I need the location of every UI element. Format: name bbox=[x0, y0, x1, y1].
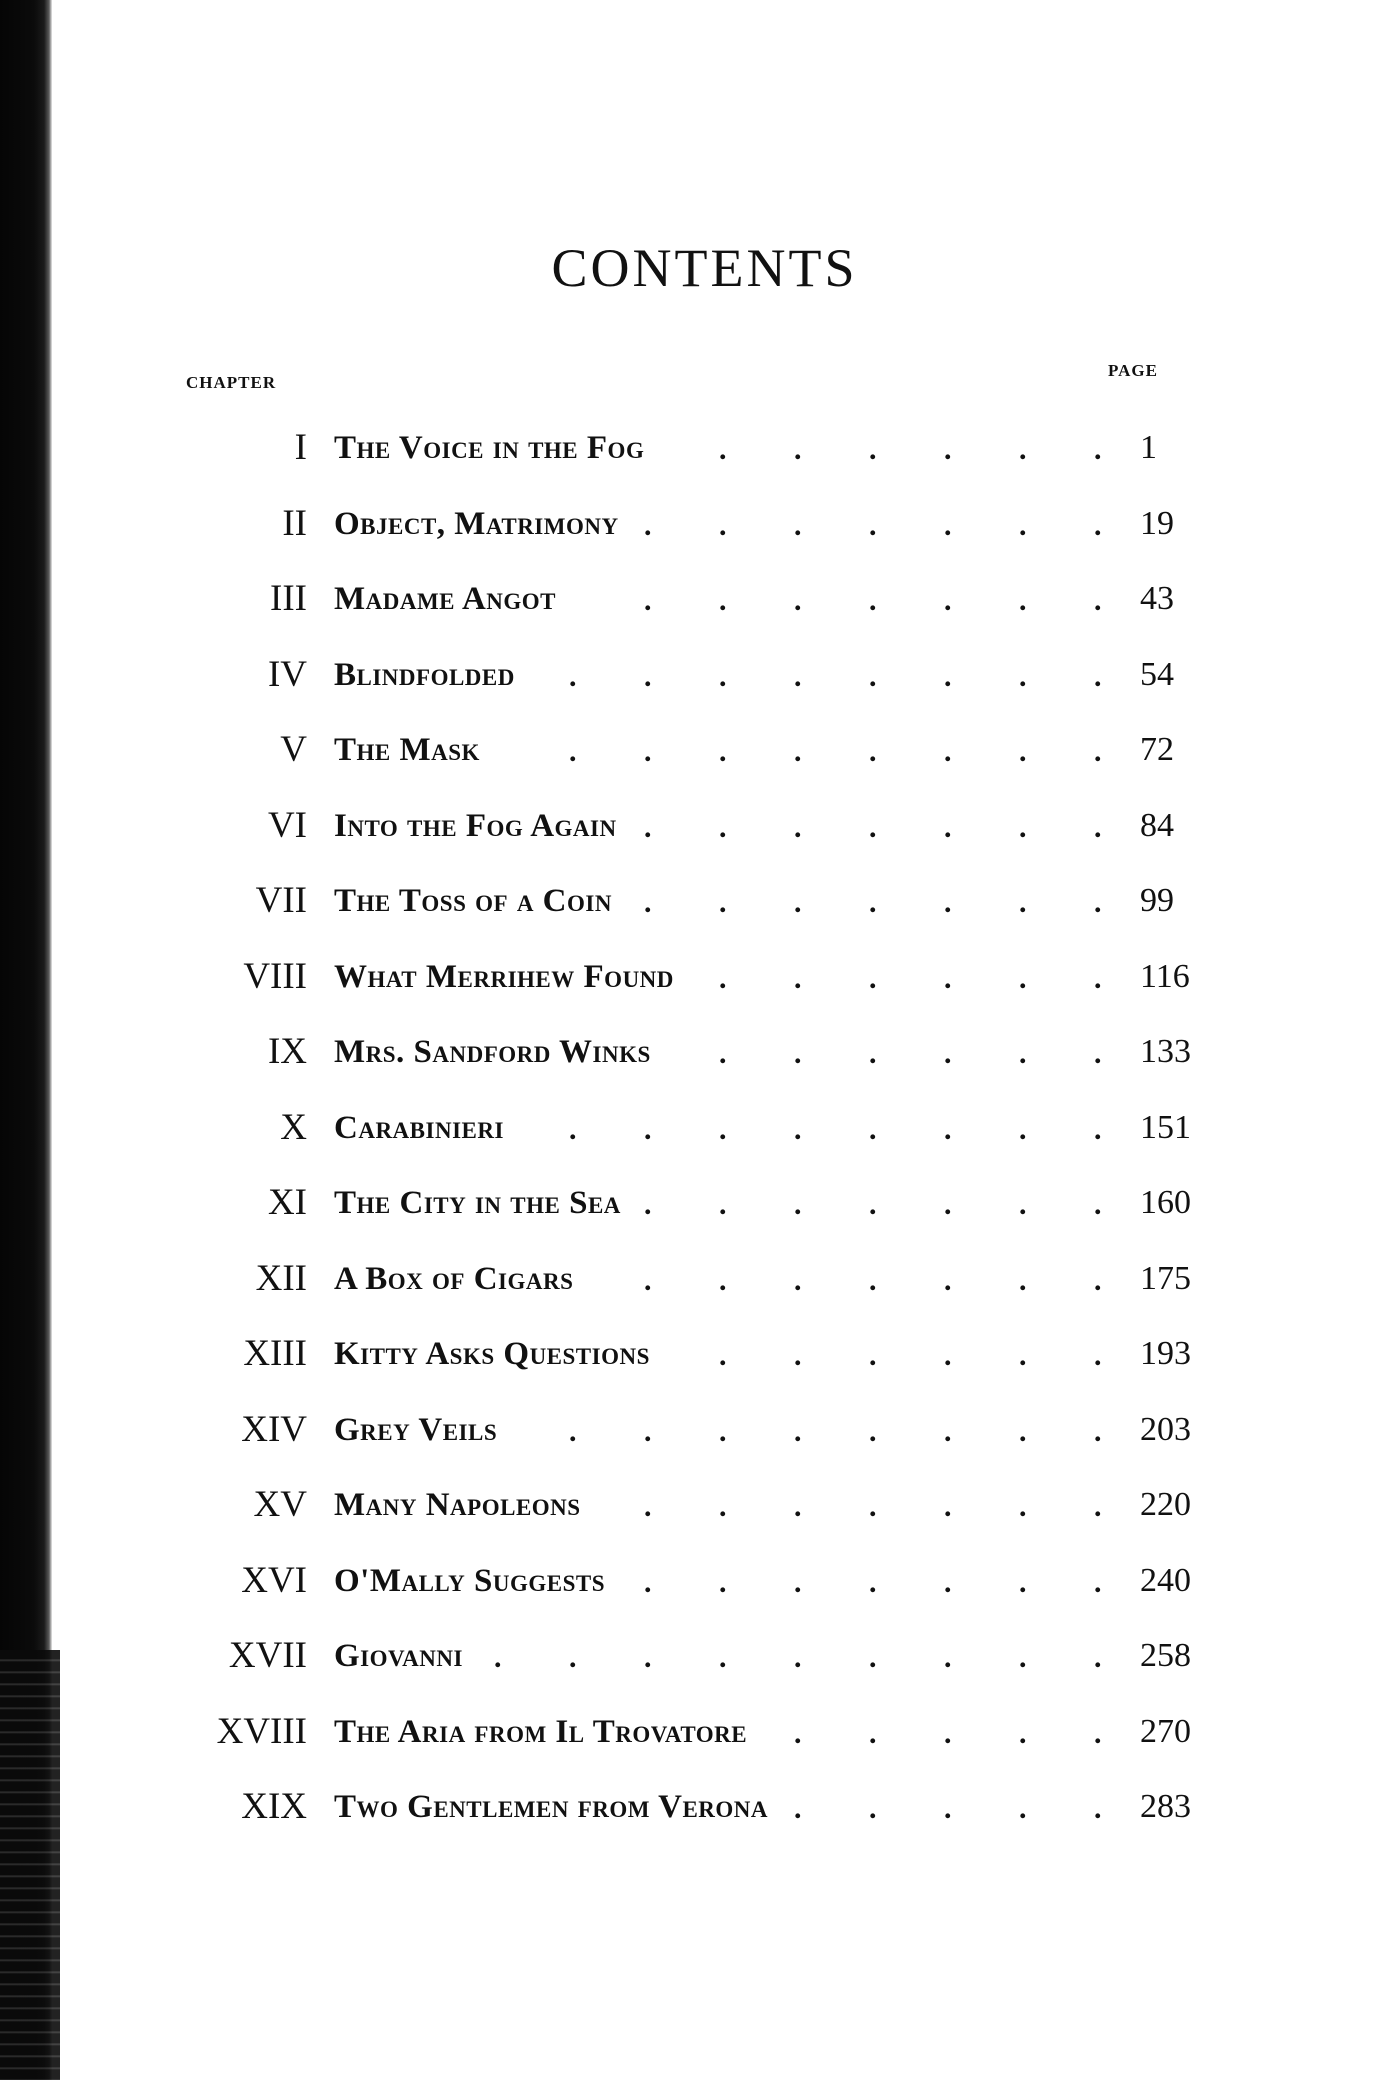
chapter-numeral: XIX bbox=[241, 1786, 307, 1827]
dot-leader: . bbox=[719, 1112, 727, 1146]
chapter-page-number: 258 bbox=[1140, 1637, 1191, 1674]
toc-row bbox=[0, 949, 1379, 1005]
dot-leader: . bbox=[719, 1339, 727, 1372]
dot-leader: . bbox=[719, 1037, 727, 1070]
dot-leader: . bbox=[1019, 1188, 1027, 1221]
chapter-title: Madame Angot bbox=[334, 581, 557, 617]
dot-leader: . bbox=[794, 1037, 802, 1070]
dot-leader: . bbox=[944, 433, 952, 466]
dot-leader: . bbox=[869, 886, 877, 919]
dot-leader: . bbox=[719, 1414, 727, 1448]
toc-row bbox=[0, 1100, 1379, 1156]
dot-leader: . bbox=[1094, 1188, 1102, 1221]
dot-leader: . bbox=[944, 1490, 952, 1523]
dot-leader: . bbox=[944, 735, 952, 768]
dot-leader: . bbox=[869, 433, 877, 466]
chapter-numeral: XVIII bbox=[216, 1710, 307, 1752]
toc-row bbox=[0, 1326, 1379, 1382]
dot-leader: . bbox=[1019, 1641, 1027, 1674]
toc-row bbox=[0, 1402, 1379, 1458]
chapter-page-number: 133 bbox=[1140, 1033, 1191, 1070]
toc-row bbox=[0, 1024, 1379, 1080]
dot-leader: . bbox=[644, 886, 652, 919]
chapter-title: Mrs. Sandford Winks bbox=[334, 1034, 651, 1070]
chapter-page-number: 43 bbox=[1140, 580, 1174, 617]
toc-row bbox=[0, 647, 1379, 703]
dot-leader: . bbox=[944, 1565, 952, 1599]
dot-leader: . bbox=[644, 1565, 652, 1599]
dot-leader: . bbox=[944, 1112, 952, 1146]
chapter-numeral: XVI bbox=[241, 1559, 307, 1601]
chapter-page-number: 72 bbox=[1140, 731, 1174, 768]
chapter-numeral: XII bbox=[255, 1257, 307, 1299]
chapter-numeral: XIII bbox=[243, 1333, 307, 1374]
dot-leader: . bbox=[569, 1641, 577, 1674]
dot-leader: . bbox=[1019, 886, 1027, 919]
dot-leader: . bbox=[794, 1565, 802, 1599]
dot-leader: . bbox=[569, 735, 577, 768]
dot-leader: . bbox=[944, 810, 952, 844]
dot-leader: . bbox=[1019, 433, 1027, 466]
dot-leader: . bbox=[794, 1641, 802, 1674]
dot-leader: . bbox=[569, 1112, 577, 1146]
dot-leader: . bbox=[794, 659, 802, 693]
dot-leader: . bbox=[1019, 810, 1027, 844]
dot-leader: . bbox=[944, 1339, 952, 1372]
chapter-numeral: XIV bbox=[241, 1408, 307, 1450]
dot-leader: . bbox=[644, 1263, 652, 1297]
dot-leader: . bbox=[794, 1339, 802, 1372]
dot-leader: . bbox=[944, 1037, 952, 1070]
dot-leader: . bbox=[794, 1263, 802, 1297]
chapter-title: What Merrihew Found bbox=[334, 958, 674, 995]
chapter-title: The Mask bbox=[334, 732, 480, 768]
dot-leader: . bbox=[1019, 1716, 1027, 1750]
dot-leader: . bbox=[1094, 508, 1102, 542]
chapter-numeral: XI bbox=[267, 1182, 307, 1223]
dot-leader: . bbox=[1019, 659, 1027, 693]
chapter-numeral: IX bbox=[267, 1031, 307, 1072]
dot-leader: . bbox=[1094, 1414, 1102, 1448]
dot-leader: . bbox=[719, 886, 727, 919]
dot-leader: . bbox=[1019, 1565, 1027, 1599]
dot-leader: . bbox=[1094, 1641, 1102, 1674]
chapter-numeral: VIII bbox=[243, 955, 307, 997]
dot-leader: . bbox=[794, 886, 802, 919]
dot-leader: . bbox=[1094, 1792, 1102, 1825]
chapter-title: Giovanni bbox=[334, 1638, 463, 1674]
chapter-title: Blindfolded bbox=[334, 656, 515, 693]
toc-row bbox=[0, 571, 1379, 627]
chapter-page-number: 175 bbox=[1140, 1259, 1191, 1297]
chapter-numeral: IV bbox=[267, 653, 307, 695]
dot-leader: . bbox=[794, 810, 802, 844]
dot-leader: . bbox=[644, 810, 652, 844]
dot-leader: . bbox=[869, 1263, 877, 1297]
dot-leader: . bbox=[719, 1188, 727, 1221]
dot-leader: . bbox=[719, 659, 727, 693]
chapter-numeral: V bbox=[280, 729, 307, 770]
dot-leader: . bbox=[944, 1414, 952, 1448]
dot-leader: . bbox=[944, 1263, 952, 1297]
dot-leader: . bbox=[944, 1716, 952, 1750]
chapter-title: Two Gentlemen from Verona bbox=[334, 1789, 769, 1825]
dot-leader: . bbox=[644, 1188, 652, 1221]
dot-leader: . bbox=[644, 1490, 652, 1523]
dot-leader: . bbox=[869, 508, 877, 542]
chapter-page-number: 240 bbox=[1140, 1561, 1191, 1599]
chapter-numeral: I bbox=[294, 427, 307, 468]
dot-leader: . bbox=[944, 961, 952, 995]
page-title: CONTENTS bbox=[551, 238, 858, 298]
dot-leader: . bbox=[644, 584, 652, 617]
dot-leader: . bbox=[1019, 1037, 1027, 1070]
toc-row bbox=[0, 798, 1379, 854]
chapter-numeral: III bbox=[270, 578, 307, 619]
chapter-page-number: 116 bbox=[1140, 957, 1190, 995]
dot-leader: . bbox=[1094, 1490, 1102, 1523]
dot-leader: . bbox=[869, 1037, 877, 1070]
dot-leader: . bbox=[719, 508, 727, 542]
dot-leader: . bbox=[869, 1188, 877, 1221]
dot-leader: . bbox=[719, 1565, 727, 1599]
chapter-page-number: 99 bbox=[1140, 882, 1174, 919]
toc-row bbox=[0, 1704, 1379, 1760]
dot-leader: . bbox=[569, 1414, 577, 1448]
dot-leader: . bbox=[869, 1414, 877, 1448]
chapter-page-number: 19 bbox=[1140, 504, 1174, 542]
dot-leader: . bbox=[1019, 961, 1027, 995]
chapter-numeral: VI bbox=[267, 804, 307, 846]
dot-leader: . bbox=[1019, 1414, 1027, 1448]
dot-leader: . bbox=[644, 735, 652, 768]
dot-leader: . bbox=[1019, 1263, 1027, 1297]
dot-leader: . bbox=[1094, 1565, 1102, 1599]
dot-leader: . bbox=[794, 433, 802, 466]
dot-leader: . bbox=[719, 433, 727, 466]
dot-leader: . bbox=[719, 1490, 727, 1523]
dot-leader: . bbox=[944, 1792, 952, 1825]
dot-leader: . bbox=[1094, 659, 1102, 693]
dot-leader: . bbox=[869, 659, 877, 693]
dot-leader: . bbox=[869, 584, 877, 617]
chapter-page-number: 151 bbox=[1140, 1108, 1191, 1146]
chapter-page-number: 54 bbox=[1140, 655, 1174, 693]
chapter-numeral: II bbox=[282, 502, 307, 544]
dot-leader: . bbox=[794, 584, 802, 617]
dot-leader: . bbox=[794, 961, 802, 995]
toc-row bbox=[0, 1553, 1379, 1609]
dot-leader: . bbox=[719, 1263, 727, 1297]
dot-leader: . bbox=[644, 1641, 652, 1674]
dot-leader: . bbox=[494, 1641, 502, 1674]
chapter-page-number: 270 bbox=[1140, 1712, 1191, 1750]
chapter-page-number: 220 bbox=[1140, 1486, 1191, 1523]
chapter-numeral: X bbox=[280, 1106, 307, 1148]
toc-row bbox=[0, 1251, 1379, 1307]
dot-leader: . bbox=[869, 810, 877, 844]
dot-leader: . bbox=[719, 961, 727, 995]
dot-leader: . bbox=[944, 886, 952, 919]
dot-leader: . bbox=[794, 735, 802, 768]
chapter-title: Carabinieri bbox=[334, 1109, 504, 1146]
chapter-page-number: 84 bbox=[1140, 806, 1174, 844]
chapter-title: Many Napoleons bbox=[334, 1487, 581, 1523]
chapter-title: The Voice in the Fog bbox=[334, 430, 645, 466]
toc-row bbox=[0, 496, 1379, 552]
dot-leader: . bbox=[794, 1490, 802, 1523]
chapter-title: The City in the Sea bbox=[334, 1185, 621, 1221]
dot-leader: . bbox=[869, 1716, 877, 1750]
dot-leader: . bbox=[869, 961, 877, 995]
dot-leader: . bbox=[869, 1339, 877, 1372]
chapter-page-number: 1 bbox=[1140, 429, 1157, 466]
chapter-column-header: CHAPTER bbox=[186, 373, 277, 392]
dot-leader: . bbox=[1094, 1716, 1102, 1750]
chapter-page-number: 203 bbox=[1140, 1410, 1191, 1448]
dot-leader: . bbox=[944, 508, 952, 542]
dot-leader: . bbox=[869, 1112, 877, 1146]
dot-leader: . bbox=[794, 1112, 802, 1146]
dot-leader: . bbox=[1019, 1792, 1027, 1825]
dot-leader: . bbox=[794, 1792, 802, 1825]
dot-leader: . bbox=[869, 1565, 877, 1599]
dot-leader: . bbox=[869, 1641, 877, 1674]
dot-leader: . bbox=[1094, 1037, 1102, 1070]
dot-leader: . bbox=[644, 1414, 652, 1448]
toc-row bbox=[0, 1477, 1379, 1533]
dot-leader: . bbox=[719, 584, 727, 617]
chapter-title: The Aria from Il Trovatore bbox=[334, 1713, 748, 1750]
chapter-title: Grey Veils bbox=[334, 1411, 498, 1448]
chapter-title: A Box of Cigars bbox=[334, 1260, 574, 1297]
toc-row bbox=[0, 1628, 1379, 1684]
dot-leader: . bbox=[1094, 961, 1102, 995]
chapter-title: Object, Matrimony bbox=[334, 505, 619, 542]
dot-leader: . bbox=[1019, 1490, 1027, 1523]
dot-leader: . bbox=[944, 1188, 952, 1221]
dot-leader: . bbox=[1019, 1112, 1027, 1146]
dot-leader: . bbox=[1094, 886, 1102, 919]
chapter-title: Kitty Asks Questions bbox=[334, 1336, 650, 1372]
dot-leader: . bbox=[1094, 1263, 1102, 1297]
toc-row bbox=[0, 722, 1379, 778]
dot-leader: . bbox=[1094, 810, 1102, 844]
dot-leader: . bbox=[719, 735, 727, 768]
toc-row bbox=[0, 873, 1379, 929]
dot-leader: . bbox=[869, 735, 877, 768]
dot-leader: . bbox=[644, 1112, 652, 1146]
chapter-numeral: XV bbox=[253, 1484, 307, 1525]
toc-row bbox=[0, 1779, 1379, 1835]
dot-leader: . bbox=[1094, 1112, 1102, 1146]
dot-leader: . bbox=[719, 1641, 727, 1674]
dot-leader: . bbox=[644, 508, 652, 542]
dot-leader: . bbox=[1019, 735, 1027, 768]
toc-row bbox=[0, 420, 1379, 476]
dot-leader: . bbox=[944, 1641, 952, 1674]
dot-leader: . bbox=[794, 508, 802, 542]
dot-leader: . bbox=[944, 584, 952, 617]
chapter-page-number: 193 bbox=[1140, 1335, 1191, 1372]
dot-leader: . bbox=[1094, 735, 1102, 768]
dot-leader: . bbox=[644, 659, 652, 693]
chapter-numeral: XVII bbox=[228, 1635, 307, 1676]
chapter-title: The Toss of a Coin bbox=[334, 883, 612, 919]
dot-leader: . bbox=[869, 1792, 877, 1825]
dot-leader: . bbox=[944, 659, 952, 693]
page-column-header: PAGE bbox=[1108, 361, 1158, 380]
chapter-title: O'Mally Suggests bbox=[334, 1562, 606, 1599]
dot-leader: . bbox=[1094, 1339, 1102, 1372]
dot-leader: . bbox=[1094, 584, 1102, 617]
chapter-page-number: 160 bbox=[1140, 1184, 1191, 1221]
chapter-page-number: 283 bbox=[1140, 1788, 1191, 1825]
dot-leader: . bbox=[794, 1188, 802, 1221]
chapter-title: Into the Fog Again bbox=[334, 807, 617, 844]
dot-leader: . bbox=[1019, 1339, 1027, 1372]
dot-leader: . bbox=[794, 1414, 802, 1448]
dot-leader: . bbox=[1019, 584, 1027, 617]
dot-leader: . bbox=[569, 659, 577, 693]
dot-leader: . bbox=[1019, 508, 1027, 542]
dot-leader: . bbox=[719, 810, 727, 844]
dot-leader: . bbox=[869, 1490, 877, 1523]
toc-row bbox=[0, 1175, 1379, 1231]
dot-leader: . bbox=[1094, 433, 1102, 466]
dot-leader: . bbox=[794, 1716, 802, 1750]
chapter-numeral: VII bbox=[255, 880, 307, 921]
